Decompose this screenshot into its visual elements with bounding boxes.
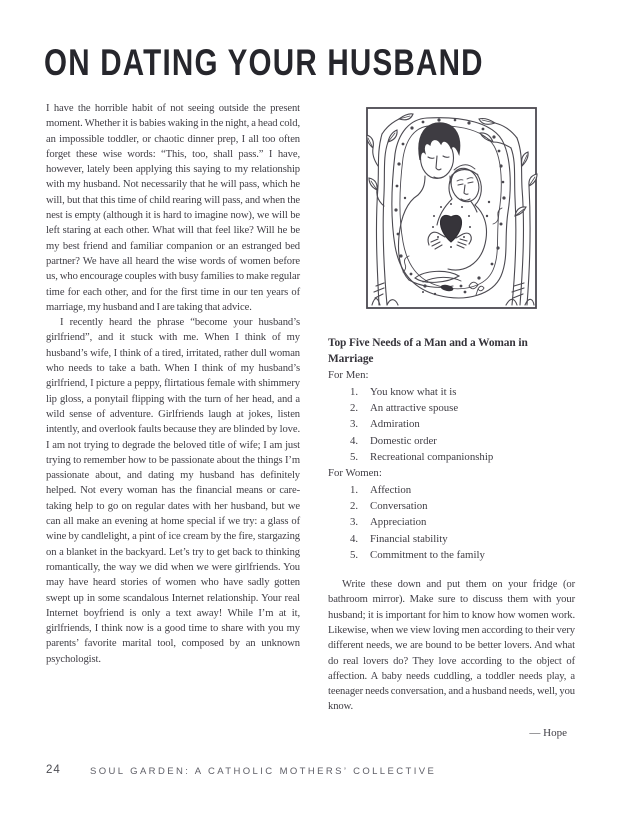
right-column bbox=[328, 100, 575, 739]
list-item bbox=[328, 531, 575, 547]
list-item-text: Conversation bbox=[370, 500, 428, 513]
article-paragraph: I recently heard the phrase “become your husband’s girlfriend”, and it stuck with me. When I think of my husband’s wife, I think of a tired, irritated, rather dull woman who needs to take a bath. When I think of my husband’s girlfriend, I picture a peppy, flirtatious female with shimmery lip gloss, a ponytail flipping with the turn of her head, and a wild sense of adventure. Girlfriends laugh at jokes, listen intently, and overlook faults because they are blinded by love. I am not trying to degrade the beloved title of wife; I am just trying to remember how to be passionate about the things I’m passionate about, and dating my husband has definitely helped. Not every woman has the financial means or care-taking help to go on regular dates with her husband, but we can all make an evening at home special if we try: a glass of wine by candlelight, a pint of ice cream by the fire, stargazing on a blanket in the backyard. Let’s try to get back to thinking romantically, the way we did when we were girlfriends. You may have heard stories of women who have sadly gotten swept up in some scandalous Internet relationship. Your real Internet boyfriend is only a text away! While I’m at it, girlfriends, I think now is a good time to share with you my parents’ favorite marital tool, composed by an unknown psychologist. bbox=[46, 317, 300, 665]
list-item-number: 3. bbox=[350, 516, 359, 529]
list-item-text: Financial stability bbox=[370, 532, 448, 545]
list-item-number: 1. bbox=[350, 484, 359, 497]
list-item-text: Recreational companionship bbox=[370, 450, 494, 463]
list-item bbox=[328, 449, 575, 465]
article-paragraph: I have the horrible habit of not seeing outside the present moment. Whether it is babies waking in the night, a head cold, an impossible toddler, or chaotic dinner prep, I all too often forget these wise words: “This, too, shall pass.” I have, however, lately been applying this saying to my relationship with my husband. Not necessarily that he will pass, which he will, but that this time of child rearing will pass, and when the nest is empty (although it is hard to imagine now), we will be left staring at each other. What will that feel like? Will he be my best friend and familiar companion or an estranged bed partner? We have all heard the wise words of women before us, who encourage couples with busy families to make regular time for each other, and for the first time in our ten years of marriage, my husband and I are taking that advice. bbox=[46, 103, 300, 313]
list-item bbox=[328, 400, 575, 416]
needs-list-heading: Top Five Needs of a Man and a Woman in Marriage bbox=[328, 337, 528, 365]
list-item-number: 5. bbox=[350, 450, 359, 463]
page-number: 24 bbox=[46, 764, 61, 776]
list-item bbox=[328, 514, 575, 530]
article-title: ON DATING YOUR HUSBAND bbox=[44, 42, 484, 83]
list-item-text: Commitment to the family bbox=[370, 548, 485, 561]
list-item-number: 4. bbox=[350, 532, 359, 545]
women-needs-list bbox=[328, 482, 575, 563]
list-item-text: Affection bbox=[370, 484, 412, 497]
article-paragraph: Write these down and put them on your fridge (or bathroom mirror). Make sure to discuss them with your husband; it is important for him to know how women work. Likewise, when we view loving men according to their very different needs, we are bound to be better lovers. And what do real lovers do? They love according to the object of affection. A baby needs cuddling, a toddler needs play, a teenager needs conversation, and a husband needs, well, you know. bbox=[328, 579, 575, 713]
couple-embrace-illustration bbox=[365, 106, 538, 311]
list-item-number: 1. bbox=[350, 386, 359, 398]
list-item-number: 4. bbox=[350, 434, 359, 447]
list-item bbox=[328, 416, 575, 432]
list-item-number: 2. bbox=[350, 402, 359, 415]
author-signature: — Hope bbox=[529, 726, 567, 739]
book-title: SOUL GARDEN: A CATHOLIC MOTHERS’ COLLECTIVE bbox=[90, 765, 437, 777]
men-needs-list bbox=[328, 384, 575, 465]
list-item-text: Admiration bbox=[370, 418, 420, 431]
list-item bbox=[328, 482, 575, 498]
list-item bbox=[328, 547, 575, 563]
list-item-number: 5. bbox=[350, 548, 359, 561]
list-item-number: 2. bbox=[350, 500, 359, 513]
list-item-number: 3. bbox=[350, 418, 359, 431]
list-item bbox=[328, 384, 575, 400]
list-item-text: Appreciation bbox=[370, 516, 427, 529]
list-item bbox=[328, 498, 575, 514]
men-list-label: For Men: bbox=[328, 369, 369, 381]
page-footer bbox=[0, 764, 640, 784]
list-item bbox=[328, 433, 575, 449]
list-item-text: You know what it is bbox=[370, 386, 457, 398]
list-item-text: Domestic order bbox=[370, 434, 437, 447]
list-item-text: An attractive spouse bbox=[370, 402, 459, 415]
left-column bbox=[46, 101, 300, 667]
women-list-label: For Women: bbox=[328, 467, 382, 480]
couple-embrace-illustration-svg bbox=[365, 106, 538, 311]
